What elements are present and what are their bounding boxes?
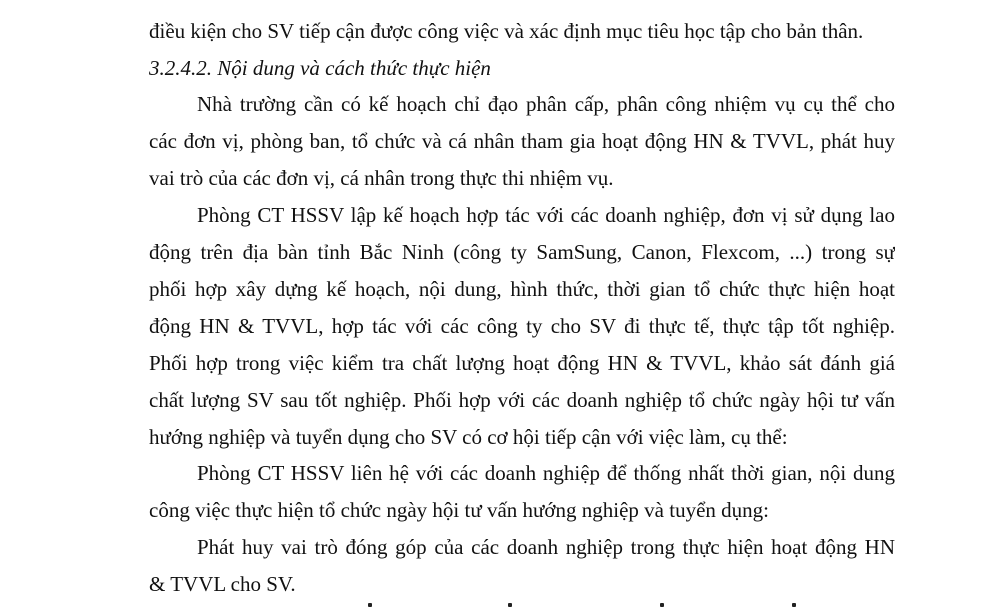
paragraph-line: điều kiện cho SV tiếp cận được công việc và xác định mục tiêu học tập cho bản thân. bbox=[149, 19, 864, 43]
paragraph-line: vai trò của các đơn vị, cá nhân trong thực thi nhiệm vụ. bbox=[149, 166, 614, 190]
paragraph-line: Phát huy vai trò đóng góp của các doanh nghiệp trong thực hiện hoạt động HN bbox=[197, 535, 895, 559]
paragraph-line: chất lượng SV sau tốt nghiệp. Phối hợp với các doanh nghiệp tổ chức ngày hội tư vấn bbox=[149, 388, 895, 412]
paragraph-line: Phòng CT HSSV lập kế hoạch hợp tác với các doanh nghiệp, đơn vị sử dụng lao bbox=[197, 203, 895, 227]
paragraph-line: Phòng CT HSSV liên hệ với các doanh nghiệp để thống nhất thời gian, nội dung bbox=[197, 461, 895, 485]
section-heading: 3.2.4.2. Nội dung và cách thức thực hiện bbox=[149, 56, 491, 80]
paragraph-line: hướng nghiệp và tuyển dụng cho SV có cơ hội tiếp cận với việc làm, cụ thể: bbox=[149, 425, 788, 449]
paragraph-line: động HN & TVVL, hợp tác với các công ty cho SV đi thực tế, thực tập tốt nghiệp. bbox=[149, 314, 895, 338]
paragraph-line: công việc thực hiện tổ chức ngày hội tư vấn hướng nghiệp và tuyển dụng: bbox=[149, 498, 769, 522]
paragraph-line: & TVVL cho SV. bbox=[149, 572, 296, 596]
paragraph-line: động trên địa bàn tỉnh Bắc Ninh (công ty SamSung, Canon, Flexcom, ...) trong sự bbox=[149, 240, 895, 264]
paragraph-line: Phối hợp trong việc kiểm tra chất lượng hoạt động HN & TVVL, khảo sát đánh giá bbox=[149, 351, 895, 375]
diacritic-mark bbox=[792, 603, 796, 607]
diacritic-mark bbox=[368, 603, 372, 607]
diacritic-mark bbox=[508, 603, 512, 607]
paragraph-line: phối hợp xây dựng kế hoạch, nội dung, hình thức, thời gian tổ chức thực hiện hoạt bbox=[149, 277, 895, 301]
diacritic-mark bbox=[660, 603, 664, 607]
paragraph-line: các đơn vị, phòng ban, tổ chức và cá nhân tham gia hoạt động HN & TVVL, phát huy bbox=[149, 129, 895, 153]
cropped-next-line-marks bbox=[360, 603, 880, 613]
paragraph-line: Nhà trường cần có kế hoạch chỉ đạo phân cấp, phân công nhiệm vụ cụ thể cho bbox=[197, 92, 895, 116]
